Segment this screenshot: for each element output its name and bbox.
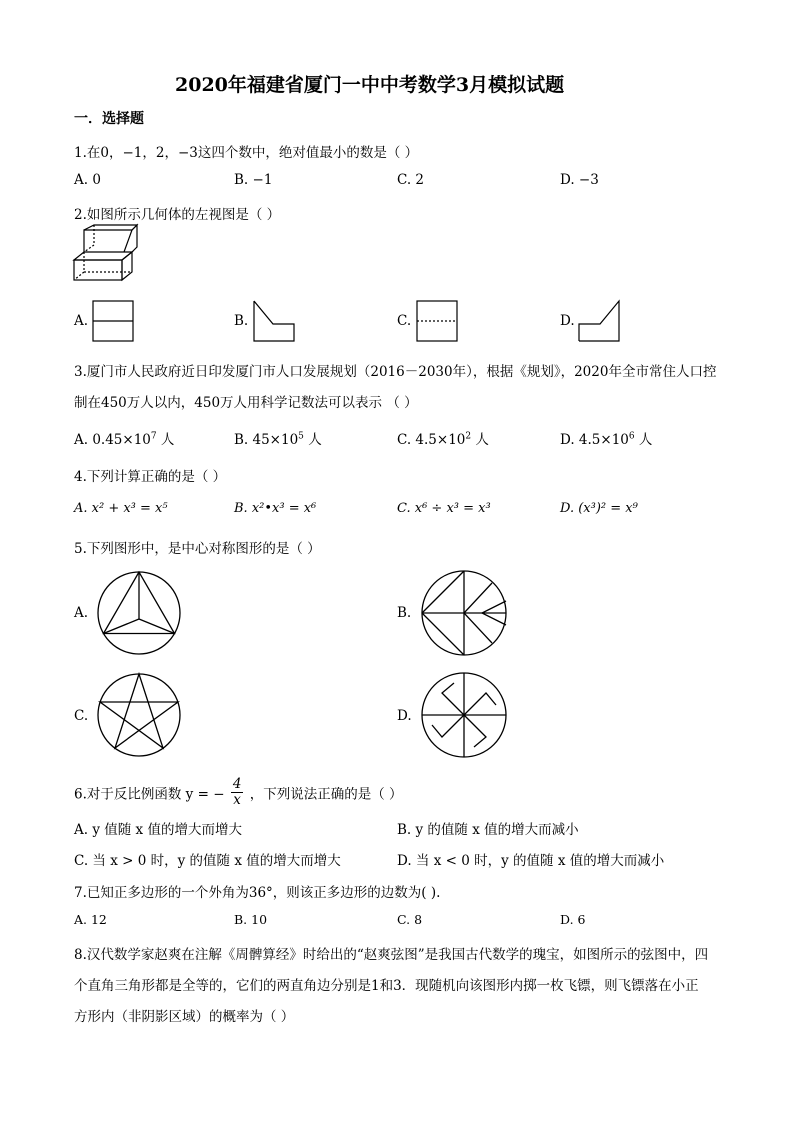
- q5-figure-b: [420, 569, 508, 657]
- page-title: 2020年福建省厦门一中中考数学3月模拟试题: [175, 74, 565, 96]
- q5-option-c-label[interactable]: C.: [74, 708, 89, 724]
- question-3-line2: 制在450万人以内，450万人用科学记数法可以表示 （ ）: [74, 395, 418, 411]
- q6-option-d[interactable]: D. 当 x < 0 时，y 的值随 x 值的增大而减小: [397, 853, 665, 869]
- question-3-line1: 3.厦门市人民政府近日印发厦门市人口发展规划（2016－2030年），根据《规划》，2020年全市常住人口控: [74, 364, 717, 380]
- question-7-stem: 7.已知正多边形的一个外角为36°，则该正多边形的边数为( ).: [74, 885, 441, 901]
- question-1-stem: 1.在0，−1，2，−3这四个数中，绝对值最小的数是（ ）: [74, 145, 419, 161]
- q4-option-c[interactable]: C. x⁶ ÷ x³ = x³: [397, 501, 491, 516]
- q2-view-a: [92, 300, 134, 342]
- q3-option-b[interactable]: B. $45\times 10^5$ 人: [234, 431, 322, 448]
- q5-option-d-label[interactable]: D.: [397, 708, 412, 724]
- q7-option-c[interactable]: C. 8: [397, 912, 423, 927]
- q6-fraction: $\frac{4}{x}$: [232, 776, 242, 808]
- q5-figure-c: [96, 672, 182, 758]
- q7-option-b[interactable]: B. 10: [234, 912, 268, 927]
- q6-function-prefix: 6.对于反比例函数 y = −: [74, 786, 225, 803]
- q1-option-d[interactable]: D. −3: [560, 172, 599, 188]
- q2-view-c: [416, 300, 458, 342]
- q5-option-b-label[interactable]: B.: [397, 605, 412, 621]
- q3-option-a[interactable]: A. $0.45\times 10^7$ 人: [74, 431, 175, 448]
- q3-option-d[interactable]: D. $4.5\times 10^6$ 人: [560, 431, 653, 448]
- question-8-line2: 个直角三角形都是全等的，它们的两直角边分别是1和3．现随机向该图形内掷一枚飞镖，则飞镖落在小正: [74, 978, 699, 994]
- q6-function-suffix: ，下列说法正确的是（ ）: [249, 786, 403, 803]
- q3-option-c[interactable]: C. $4.5\times 10^2$ 人: [397, 431, 489, 448]
- q2-option-d-label[interactable]: D.: [560, 313, 575, 329]
- solid-figure: [72, 225, 142, 285]
- q7-option-d[interactable]: D. 6: [560, 912, 586, 927]
- question-4-stem: 4.下列计算正确的是（ ）: [74, 469, 227, 485]
- q2-option-c-label[interactable]: C.: [397, 313, 412, 329]
- q1-option-c[interactable]: C. 2: [397, 172, 425, 188]
- question-2-stem: 2.如图所示几何体的左视图是（ ）: [74, 207, 281, 223]
- section-heading: 一．选择题: [74, 111, 144, 127]
- q2-option-b-label[interactable]: B.: [234, 313, 249, 329]
- q1-option-b[interactable]: B. −1: [234, 172, 273, 188]
- q2-option-a-label[interactable]: A.: [74, 313, 89, 329]
- q5-option-a-label[interactable]: A.: [74, 605, 89, 621]
- q1-option-a[interactable]: A. 0: [74, 172, 101, 188]
- q6-option-c[interactable]: C. 当 x > 0 时，y 的值随 x 值的增大而增大: [74, 853, 341, 869]
- q2-view-d: [578, 300, 620, 342]
- question-6-stem: [74, 777, 403, 813]
- q7-option-a[interactable]: A. 12: [74, 912, 107, 927]
- q5-figure-a: [96, 570, 182, 656]
- q5-figure-d: [420, 671, 508, 759]
- question-5-stem: 5.下列图形中，是中心对称图形的是（ ）: [74, 541, 321, 557]
- q6-option-b[interactable]: B. y 的值随 x 值的增大而减小: [397, 822, 579, 838]
- question-8-line1: 8.汉代数学家赵爽在注解《周髀算经》时给出的“赵爽弦图”是我国古代数学的瑰宝，如图所示的弦图中，四: [74, 947, 709, 963]
- q6-option-a[interactable]: A. y 值随 x 值的增大而增大: [74, 822, 242, 838]
- q4-option-d[interactable]: D. (x³)² = x⁹: [560, 501, 638, 516]
- q4-option-b[interactable]: B. x²•x³ = x⁶: [234, 501, 317, 516]
- question-8-line3: 方形内（非阴影区域）的概率为（ ）: [74, 1009, 295, 1025]
- q2-view-b: [253, 300, 295, 342]
- q4-option-a[interactable]: A. x² + x³ = x⁵: [74, 501, 168, 516]
